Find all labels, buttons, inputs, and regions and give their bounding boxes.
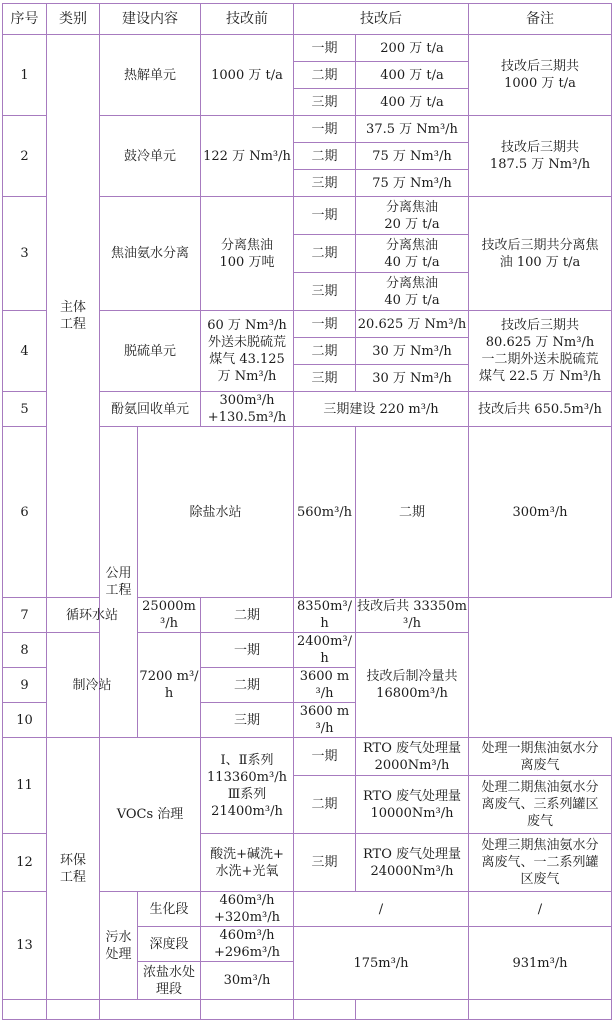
row-no: 5 <box>3 392 47 427</box>
row-no: 2 <box>3 116 47 197</box>
phase-cell: 三期 <box>294 170 356 197</box>
table-row <box>3 738 612 776</box>
row-no: 3 <box>3 197 47 311</box>
after-cell: 分离焦油 20 万 t/a <box>356 197 469 235</box>
note-cell: 技改后三期共 80.625 万 Nm³/h 一二期外送未脱硫荒 煤气 22.5 万 Nm³/h <box>469 311 612 392</box>
phase-cell: 三期 <box>294 365 356 392</box>
header-before: 技改前 <box>201 4 294 35</box>
note-cell: 技改后三期共 1000 万 t/a <box>469 35 612 116</box>
note-cell: 技改后共 33350m³/h <box>357 599 467 631</box>
row-no: 1 <box>3 35 47 116</box>
before-cell: 7200 m³/h <box>138 633 201 738</box>
row-no: 4 <box>3 311 47 392</box>
project-table <box>2 3 612 1020</box>
before-cell: 460m³/h +320m³/h <box>201 892 294 927</box>
phase-cell: 一期 <box>294 738 356 776</box>
after-cell: / <box>294 892 469 927</box>
phase-cell: 二期 <box>294 338 356 365</box>
before-cell: 1000 万 t/a <box>201 35 294 116</box>
after-cell: 3600 m³/h <box>294 668 356 703</box>
row-no: 11 <box>3 738 47 834</box>
before-cell: 酸洗+碱洗+ 水洗+光氧 <box>201 834 294 892</box>
before-cell: 30m³/h <box>201 962 294 1000</box>
phase-cell: 一期 <box>294 311 356 338</box>
content-cell: 循环水站 <box>47 598 138 633</box>
after-cell: 20.625 万 Nm³/h <box>356 311 469 338</box>
phase-cell: 二期 <box>294 143 356 170</box>
after-cell: 2400m³/h <box>294 633 356 668</box>
after-cell: 8350m³/h <box>294 598 356 633</box>
before-cell: Ⅰ、Ⅱ系列 113360m³/h Ⅲ系列 21400m³/h <box>201 738 294 834</box>
before-cell: 300m³/h +130.5m³/h <box>201 392 294 427</box>
after-cell: 400 万 t/a <box>356 62 469 89</box>
row-no: 7 <box>3 598 47 633</box>
before-cell: 122 万 Nm³/h <box>201 116 294 197</box>
content-cell: 焦油氨水分离 <box>100 197 201 311</box>
phase-cell: 二期 <box>294 62 356 89</box>
phase-cell: 二期 <box>294 235 356 273</box>
content-cell: 酚氨回收单元 <box>100 392 201 427</box>
content-cell: 制冷站 <box>47 633 138 738</box>
phase-cell: 一期 <box>294 197 356 235</box>
category-main: 主体 工程 <box>47 35 100 598</box>
after-cell: 3600 m³/h <box>294 703 356 738</box>
empty-cell <box>3 1000 47 1020</box>
table-row <box>3 633 612 668</box>
after-cell: RTO 废气处理量 10000Nm³/h <box>356 776 469 834</box>
stage-cell: 浓盐水处 理段 <box>138 962 201 1000</box>
row-no: 10 <box>3 703 47 738</box>
after-cell: 30 万 Nm³/h <box>356 338 469 365</box>
content-cell: 鼓冷单元 <box>100 116 201 197</box>
stage-cell: 深度段 <box>138 927 201 962</box>
after-cell: 37.5 万 Nm³/h <box>356 116 469 143</box>
after-cell: RTO 废气处理量 2000Nm³/h <box>356 738 469 776</box>
after-cell: 175m³/h <box>294 927 469 1000</box>
note-cell: / <box>469 892 612 927</box>
phase-cell: 二期 <box>294 776 356 834</box>
phase-cell: 一期 <box>294 35 356 62</box>
stage-cell: 生化段 <box>138 892 201 927</box>
phase-cell: 三期 <box>294 89 356 116</box>
after-cell: 三期建设 220 m³/h <box>294 392 469 427</box>
empty-cell <box>294 1000 356 1020</box>
after-cell: 300m³/h <box>469 427 612 598</box>
content-cell: 除盐水站 <box>138 427 294 598</box>
after-cell: 分离焦油 40 万 t/a <box>356 273 469 311</box>
phase-cell: 一期 <box>294 116 356 143</box>
note-cell: 处理三期焦油氨水分 离废气、一二系列罐 区废气 <box>469 834 612 892</box>
note-cell: 技改后制冷量共 16800m³/h <box>356 633 469 738</box>
empty-cell <box>201 1000 294 1020</box>
content-cell: 热解单元 <box>100 35 201 116</box>
before-cell: 560m³/h <box>294 427 356 598</box>
note-cell: 技改后共 650.5m³/h <box>469 392 612 427</box>
phase-cell: 三期 <box>294 834 356 892</box>
after-cell: 75 万 Nm³/h <box>356 170 469 197</box>
empty-cell <box>356 1000 469 1020</box>
before-cell: 分离焦油 100 万吨 <box>201 197 294 311</box>
phase-cell: 三期 <box>201 703 294 738</box>
content-cell: VOCs 治理 <box>100 738 201 892</box>
before-cell: 460m³/h +296m³/h <box>201 927 294 962</box>
note-cell: 技改后三期共分离焦 油 100 万 t/a <box>469 197 612 311</box>
empty-cell <box>47 1000 100 1020</box>
category-environmental: 环保 工程 <box>47 738 100 1000</box>
category-utility: 公用 工程 <box>100 427 138 738</box>
after-cell: RTO 废气处理量 24000Nm³/h <box>356 834 469 892</box>
row-no: 6 <box>3 427 47 598</box>
header-note: 备注 <box>469 4 612 35</box>
after-cell: 400 万 t/a <box>356 89 469 116</box>
note-cell: 技改后三期共 187.5 万 Nm³/h <box>469 116 612 197</box>
before-cell: 25000m³/h <box>138 598 201 633</box>
after-cell: 分离焦油 40 万 t/a <box>356 235 469 273</box>
phase-cell: 三期 <box>294 273 356 311</box>
before-cell: 60 万 Nm³/h 外送未脱硫荒 煤气 43.125 万 Nm³/h <box>201 311 294 392</box>
header-no: 序号 <box>3 4 47 35</box>
empty-cell <box>100 1000 201 1020</box>
after-cell: 75 万 Nm³/h <box>356 143 469 170</box>
after-cell: 30 万 Nm³/h <box>356 365 469 392</box>
header-after: 技改后 <box>294 4 469 35</box>
phase-cell: 一期 <box>201 633 294 668</box>
note-cell: 931m³/h <box>469 927 612 1000</box>
note-cell: 处理一期焦油氨水分 离废气 <box>469 738 612 776</box>
row-no: 9 <box>3 668 47 703</box>
table-row <box>3 1000 612 1020</box>
phase-cell: 二期 <box>201 668 294 703</box>
header-row <box>3 4 612 35</box>
note-cell: 处理二期焦油氨水分 离废气、三系列罐区 废气 <box>469 776 612 834</box>
row-no: 13 <box>3 892 47 1000</box>
table-row <box>3 35 612 62</box>
table-row <box>3 598 612 633</box>
content-cell: 污水 处理 <box>100 892 138 1000</box>
after-cell: 200 万 t/a <box>356 35 469 62</box>
row-no: 8 <box>3 633 47 668</box>
header-category: 类别 <box>47 4 100 35</box>
empty-cell <box>469 1000 612 1020</box>
content-cell: 脱硫单元 <box>100 311 201 392</box>
header-content: 建设内容 <box>100 4 201 35</box>
phase-cell: 二期 <box>201 598 294 633</box>
phase-cell: 二期 <box>356 427 469 598</box>
row-no: 12 <box>3 834 47 892</box>
